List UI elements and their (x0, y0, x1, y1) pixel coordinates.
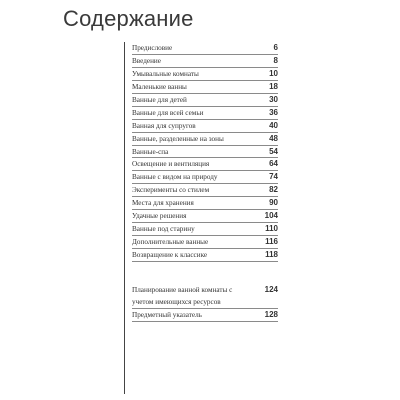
table-of-contents (132, 42, 278, 322)
toc-entry (132, 94, 278, 107)
section-gap (132, 262, 278, 283)
toc-entry-page: 74 (269, 172, 278, 182)
toc-entry (132, 283, 278, 309)
toc-entry (132, 171, 278, 184)
toc-entry (132, 158, 278, 171)
toc-entry-page: 64 (269, 159, 278, 169)
toc-entry-page: 6 (273, 43, 278, 52)
toc-entry-page: 82 (269, 185, 278, 195)
toc-entry (132, 133, 278, 146)
toc-entry-label: Удачные решения (132, 212, 187, 221)
toc-entry-label: Ванные с видом на природу (132, 173, 218, 182)
toc-entry-page: 40 (269, 120, 278, 130)
toc-entry-label: Ванные для детей (132, 95, 187, 104)
toc-entry-label: Места для хранения (132, 199, 194, 208)
toc-entry (132, 210, 278, 223)
toc-entry-page: 118 (265, 250, 278, 259)
toc-entry-page: 90 (269, 198, 278, 208)
toc-entry (132, 309, 278, 322)
toc-entry-label: Освещение и вентиляция (132, 160, 210, 169)
toc-entry (132, 107, 278, 120)
toc-entry-page: 104 (264, 211, 278, 221)
toc-entry (132, 120, 278, 133)
toc-entry (132, 55, 278, 68)
toc-entry-label: Планирование ванной комнаты с учетом имеющихся ресурсов (132, 285, 233, 306)
toc-entry (132, 68, 278, 81)
toc-entry (132, 223, 278, 236)
toc-entry-label: Умывальные комнаты (132, 69, 199, 78)
vertical-rule (124, 42, 125, 394)
toc-entry-label: Ванные-спа (132, 147, 169, 156)
toc-entry-page: 10 (269, 68, 278, 78)
toc-entry-page: 48 (269, 133, 278, 143)
toc-entry-label: Предметный указатель (132, 310, 202, 319)
toc-entry-label: Предисловие (132, 44, 173, 52)
toc-entry-label: Эксперименты со стилем (132, 186, 210, 195)
toc-entry (132, 197, 278, 210)
toc-entry-page: 110 (265, 224, 278, 234)
toc-entry-page: 116 (265, 237, 278, 247)
page-title: Содержание (63, 6, 194, 31)
toc-entry (132, 249, 278, 262)
toc-entry-page: 8 (273, 55, 278, 65)
toc-entry (132, 146, 278, 159)
toc-entry (132, 236, 278, 249)
toc-entry (132, 81, 278, 94)
toc-entry-page: 54 (269, 146, 278, 156)
toc-entry-label: Ванные под старину (132, 225, 195, 234)
toc-entry-label: Ванные, разделенные на зоны (132, 134, 224, 143)
toc-entry-page: 30 (269, 94, 278, 104)
toc-entry-page: 124 (264, 284, 278, 294)
toc-entry-label: Возвращение к классике (132, 251, 208, 259)
toc-entry (132, 184, 278, 197)
toc-entry-page: 36 (269, 107, 278, 117)
toc-entry-label: Ванные для всей семьи (132, 108, 204, 117)
toc-entry-label: Дополнительные ванные (132, 238, 209, 247)
toc-entry-label: Введение (132, 56, 161, 65)
toc-entry-page: 18 (269, 81, 278, 91)
toc-entry (132, 42, 278, 55)
toc-entry-page: 128 (264, 309, 278, 319)
toc-entry-label: Ванная для супругов (132, 121, 196, 130)
toc-entry-label: Маленькие ванны (132, 82, 187, 91)
